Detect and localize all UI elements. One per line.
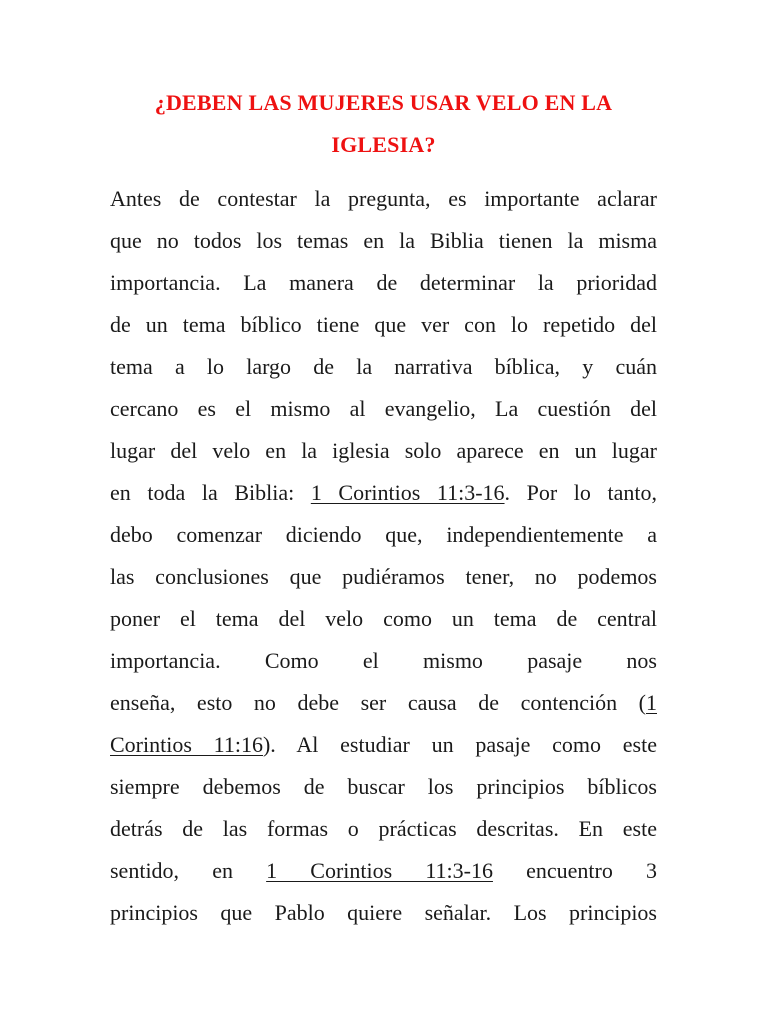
scripture-link[interactable]: 1 [646,690,657,715]
document-title [110,82,657,166]
text-segment: . Por lo tanto, [504,480,657,505]
title-line-1: ¿DEBEN LAS MUJERES USAR VELO EN LA [154,90,613,115]
text-line: que no todos los temas en la Biblia tienen la misma [110,228,657,253]
scripture-link[interactable]: 1 Corintios 11:3-16 [310,480,505,505]
text-segment: en toda la Biblia: [110,480,311,505]
text-line: lugar del velo en la iglesia solo aparece en un lugar [110,438,657,463]
text-line: las conclusiones que pudiéramos tener, no podemos [110,564,657,589]
body-text [110,178,657,934]
text-line [110,472,657,514]
text-segment: sentido, en [110,858,267,883]
text-line: Antes de contestar la pregunta, es importante aclarar [110,186,657,211]
text-line [110,724,657,766]
text-line: siempre debemos de buscar los principios bíblicos [110,774,657,799]
text-segment: enseña, esto no debe ser causa de contención ( [110,690,646,715]
text-segment: encuentro 3 [492,858,657,883]
text-line: importancia. La manera de determinar la prioridad [110,270,657,295]
text-line: cercano es el mismo al evangelio, La cuestión del [110,396,657,421]
text-line: principios que Pablo quiere señalar. Los principios [110,900,657,925]
text-line: debo comenzar diciendo que, independientemente a [110,522,657,547]
text-line [110,682,657,724]
text-line: tema a lo largo de la narrativa bíblica, y cuán [110,354,657,379]
scripture-link[interactable]: 1 Corintios 11:3-16 [266,858,493,883]
text-segment: ). Al estudiar un pasaje como este [262,732,657,757]
text-line: detrás de las formas o prácticas descritas. En este [110,816,657,841]
text-line: de un tema bíblico tiene que ver con lo repetido del [110,312,657,337]
document-page [110,82,657,934]
text-line [110,850,657,892]
text-line: importancia. Como el mismo pasaje nos [110,648,657,673]
title-line-2: IGLESIA? [331,132,436,157]
scripture-link[interactable]: Corintios 11:16 [110,732,263,757]
text-line: poner el tema del velo como un tema de central [110,606,657,631]
